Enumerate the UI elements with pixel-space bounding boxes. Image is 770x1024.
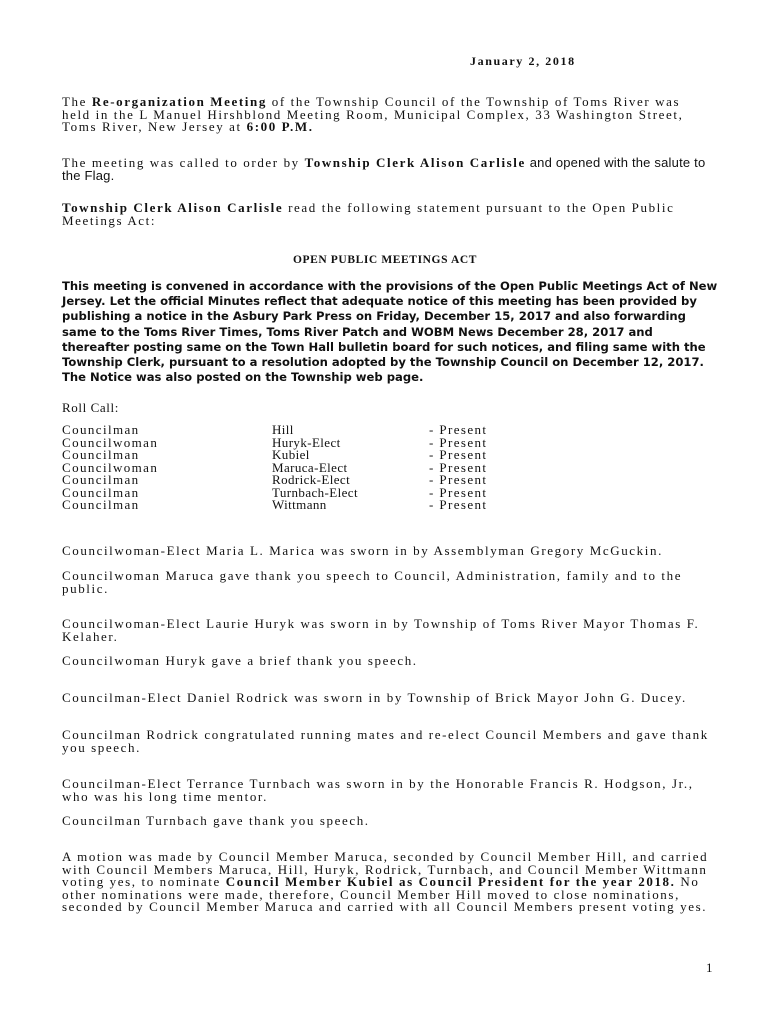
swearing-in-huryk: Councilwoman-Elect Laurie Huryk was sworn in by Township of Toms River Mayor Thomas F. Kelaher. xyxy=(62,616,700,644)
member-status: - Present xyxy=(429,484,488,500)
text: and opened with the salute to the Flag. xyxy=(62,155,706,183)
member-status: - Present xyxy=(429,459,488,475)
text: A motion was made by Council Member Maruca, seconded by Council Member Hill, and carried with Council Members Maruca, Hill, Huryk, Rodrick, Turnbach, and Council Member Wittmann voting yes, to nominate xyxy=(62,849,709,889)
meeting-time: 6:00 P.M. xyxy=(246,119,314,134)
clerk-name: Township Clerk Alison Carlisle xyxy=(304,155,526,170)
nomination: Council Member Kubiel as Council President for the year 2018. xyxy=(225,874,676,889)
member-title: Councilman xyxy=(62,497,140,512)
roll-call-table xyxy=(62,424,562,512)
meeting-type: Re-organization Meeting xyxy=(91,94,267,109)
member-name: Maruca-Elect xyxy=(272,459,348,475)
member-name: Hill xyxy=(272,422,294,437)
member-name: Rodrick-Elect xyxy=(272,472,351,487)
speech-rodrick: Councilman Rodrick congratulated running mates and re-elect Council Members and gave thank you speech. xyxy=(62,727,709,755)
member-title: Councilwoman xyxy=(62,434,159,450)
member-title: Councilwoman xyxy=(62,459,159,475)
member-title: Councilman xyxy=(62,447,140,462)
swearing-in-turnbach: Councilman-Elect Terrance Turnbach was sworn in by the Honorable Francis R. Hodgson, Jr., who was his long time mentor. xyxy=(62,776,694,804)
member-title: Councilman xyxy=(62,422,140,437)
member-name: Turnbach-Elect xyxy=(272,484,358,500)
text: read the following statement pursuant to the Open Public Meetings Act: xyxy=(62,200,675,228)
swearing-in-maruca: Councilwoman-Elect Maria L. Marica was sworn in by Assemblyman Gregory McGuckin. xyxy=(62,543,663,558)
opma-heading: OPEN PUBLIC MEETINGS ACT xyxy=(292,254,478,266)
clerk-name: Township Clerk Alison Carlisle xyxy=(62,200,284,215)
roll-call-row xyxy=(62,499,562,512)
member-title: Councilman xyxy=(62,472,140,487)
statement-paragraph xyxy=(62,202,712,227)
text: The xyxy=(62,94,92,109)
member-name: Huryk-Elect xyxy=(272,434,341,450)
member-status: - Present xyxy=(429,472,488,487)
member-name: Wittmann xyxy=(272,497,327,512)
text: of the Township Council of the Township of Toms River was held in the L Manuel Hirshblond Meeting Room, Municipal Complex, 33 Washington Street, Toms River, New Jersey at xyxy=(62,94,684,134)
member-status: - Present xyxy=(429,422,488,437)
member-status: - Present xyxy=(429,434,488,450)
member-title: Councilman xyxy=(62,484,140,500)
call-to-order-paragraph xyxy=(62,157,712,182)
text: The meeting was called to order by xyxy=(62,155,305,170)
member-status: - Present xyxy=(429,497,488,512)
text: No other nominations were made, therefore, Council Member Hill moved to close nominations, seconded by Council Member Maruca and carried with all Council Members present voting yes. xyxy=(62,874,708,914)
swearing-in-rodrick: Councilman-Elect Daniel Rodrick was sworn in by Township of Brick Mayor John G. Ducey. xyxy=(62,690,687,705)
meeting-date: January 2, 2018 xyxy=(470,54,576,68)
motion-paragraph xyxy=(62,851,712,914)
roll-call-label: Roll Call: xyxy=(62,400,119,415)
intro-paragraph xyxy=(62,96,712,134)
speech-maruca: Councilwoman Maruca gave thank you speech to Council, Administration, family and to the public. xyxy=(62,568,683,596)
opma-notice: This meeting is convened in accordance with the provisions of the Open Public Meetings Act of New Jersey. Let the official Minutes reflect that adequate notice of this meeting has been provided by publishing a notice in the Asbury Park Press on Friday, December 15, 2017 and also forwarding same to the Toms River Times, Toms River Patch and WOBM News December 28, 2017 and thereafter posting same on the Town Hall bulletin board for such notices, and filing same with the Township Clerk, pursuant to a resolution adopted by the Township Council on December 12, 2017. The Notice was also posted on the Township web page. xyxy=(62,279,718,385)
member-status: - Present xyxy=(429,447,488,462)
page-number: 1 xyxy=(706,960,713,975)
speech-turnbach: Councilman Turnbach gave thank you speech. xyxy=(62,813,370,828)
speech-huryk: Councilwoman Huryk gave a brief thank you speech. xyxy=(62,653,418,668)
member-name: Kubiel xyxy=(272,447,310,462)
